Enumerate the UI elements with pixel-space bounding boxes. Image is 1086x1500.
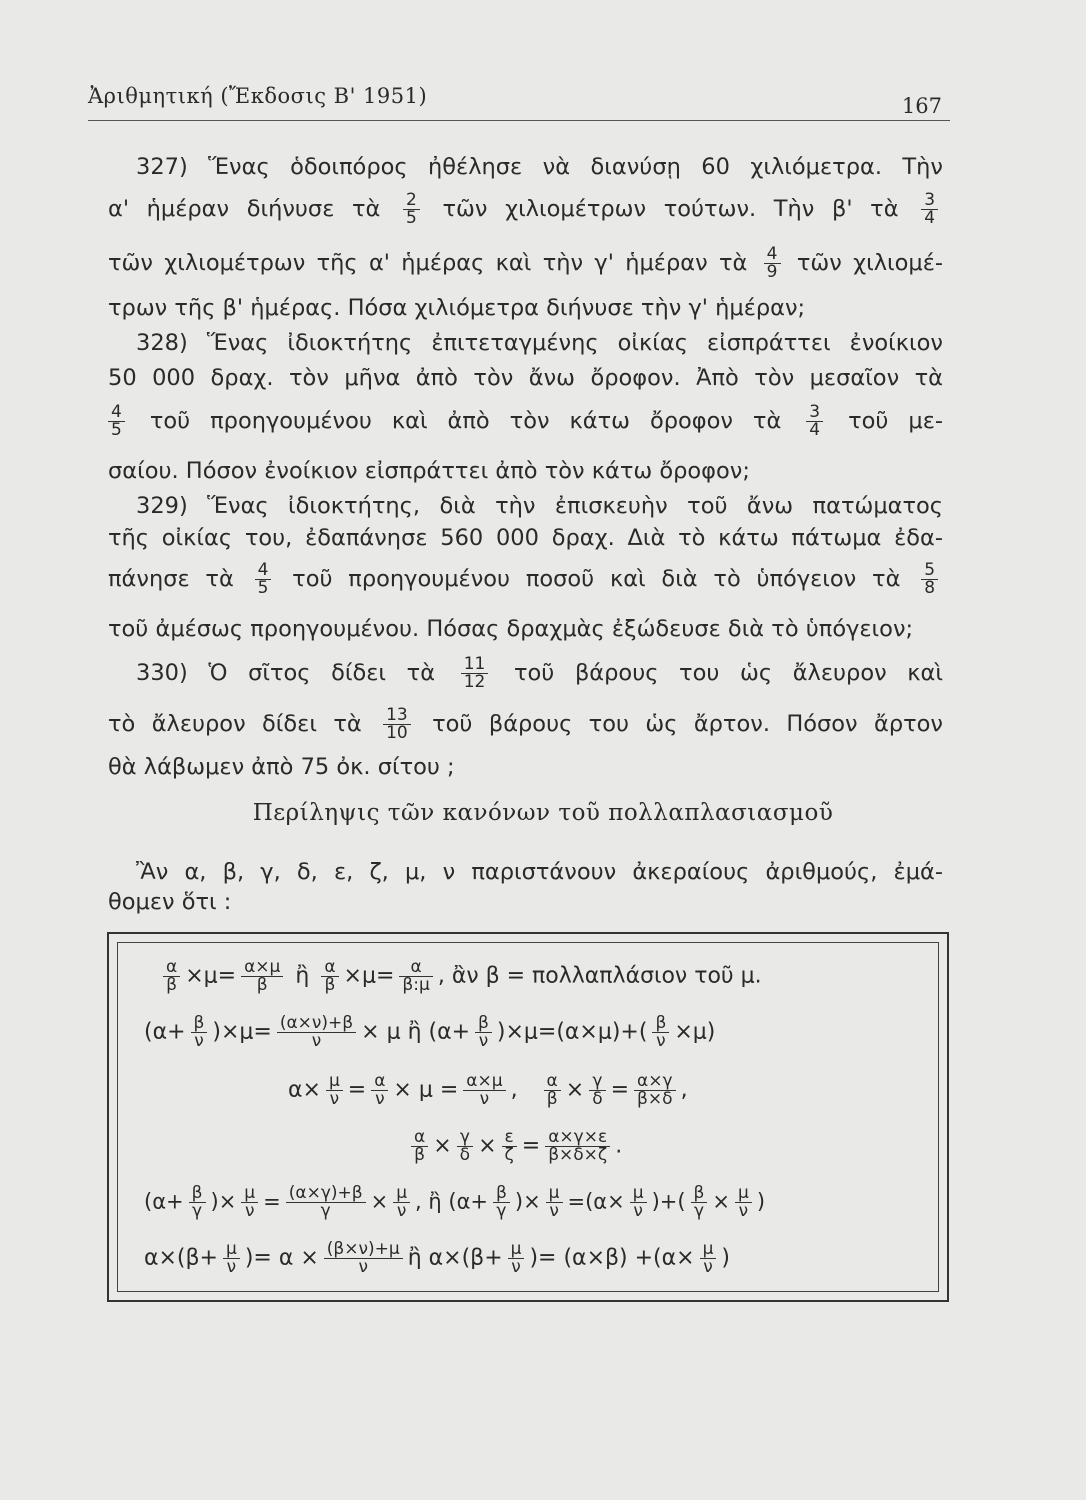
fraction: $\frac{\beta}{\nu}$	[652, 1015, 669, 1050]
fraction: $\frac{\mu}{\nu}$	[326, 1073, 343, 1108]
page-header	[88, 80, 950, 121]
fraction: $\frac{\gamma}{\delta}$	[457, 1129, 473, 1164]
formula-box-inner-frame	[117, 942, 939, 1292]
summary-intro-line-1: Ἂν α, β, γ, δ, ε, ζ, μ, ν παριστάνουν ἀκεραίους ἀριθμούς, ἐμά-	[136, 859, 943, 885]
fraction: $\frac{\alpha\times\mu}{\beta}$	[241, 959, 283, 994]
problem-329-line-4: τοῦ ἀμέσως προηγουμένου. Πόσας δραχμὰς ἐξώδευσε διὰ τὸ ὑπόγειον;	[108, 616, 914, 642]
summary-intro-line-2: θομεν ὅτι :	[108, 889, 232, 915]
fraction: $\frac{\mu}{\nu}$	[630, 1185, 647, 1220]
formula-row-4: $\frac{\alpha}{\beta}$ × $\frac{\gamma}{\delta}$ × $\frac{\varepsilon}{\zeta}$ = $\frac{\alpha\times\gamma\times\varepsilon}{\beta\times\delta\times\zeta}$ .	[406, 1129, 622, 1164]
fraction: $\frac{3}{4}$	[806, 404, 823, 439]
formula-row-2: (α+ $\frac{\beta}{\nu}$ )×μ= $\frac{(\alpha\times\nu)+\beta}{\nu}$ × μ ἢ (α+ $\frac{\beta}{\nu}$ )×μ=(α×μ)+( $\frac{\beta}{\nu}$ ×μ)	[144, 1013, 716, 1051]
fraction: $\frac{\alpha}{\beta:\mu}$	[399, 959, 432, 994]
fraction: $\frac{\beta}{\nu}$	[475, 1015, 492, 1050]
fraction: $\frac{11}{12}$	[461, 656, 489, 691]
fraction: $\frac{5}{8}$	[921, 562, 938, 597]
fraction: $\frac{(\alpha\times\nu)+\beta}{\nu}$	[277, 1015, 356, 1050]
formula-row-1: $\frac{\alpha}{\beta}$ ×μ= $\frac{\alpha\times\mu}{\beta}$ ἢ $\frac{\alpha}{\beta}$ ×μ= $\frac{\alpha}{\beta:\mu}$ , ἂν β = πολλαπλάσιον τοῦ μ.	[158, 959, 762, 994]
formula-row-6: α×(β+ $\frac{\mu}{\nu}$ )= α × $\frac{(\beta\times\nu)+\mu}{\nu}$ ἢ α×(β+ $\frac{\mu}{\nu}$ )= (α×β) +(α× $\frac{\mu}{\nu}$ )	[144, 1239, 730, 1277]
fraction: $\frac{13}{10}$	[383, 707, 411, 742]
fraction: $\frac{(\alpha\times\gamma)+\beta}{\gamma}$	[286, 1185, 366, 1220]
problem-329-line-3: πάνησε τὰ $\frac{4}{5}$ τοῦ προηγουμένου ποσοῦ καὶ διὰ τὸ ὑπόγειον τὰ $\frac{5}{8}$	[108, 562, 943, 597]
problem-327-line-3: τῶν χιλιομέτρων τῆς α' ἡμέρας καὶ τὴν γ' ἡμέραν τὰ $\frac{4}{9}$ τῶν χιλιομέ-	[108, 244, 944, 282]
formula-row-3: α× $\frac{\mu}{\nu}$ = $\frac{\alpha}{\nu}$ × μ = $\frac{\alpha\times\mu}{\nu}$ , $\frac{\alpha}{\beta}$ × $\frac{\gamma}{\delta}$ = $\frac{\alpha\times\gamma}{\beta\times\delta}$ ,	[288, 1071, 688, 1109]
fraction: $\frac{\alpha}{\beta}$	[411, 1129, 428, 1164]
fraction: $\frac{\mu}{\nu}$	[241, 1185, 258, 1220]
problem-329-line-2: τῆς οἰκίας του, ἐδαπάνησε 560 000 δραχ. Διὰ τὸ κάτω πάτωμα ἐδα-	[108, 525, 943, 551]
running-title: Ἀριθμητική (Ἔκδοσις Β' 1951)	[88, 84, 428, 108]
fraction: $\frac{\mu}{\nu}$	[700, 1241, 717, 1276]
fraction: $\frac{2}{5}$	[403, 192, 420, 227]
problem-327-line-2: α' ἡμέραν διήνυσε τὰ $\frac{2}{5}$ τῶν χιλιομέτρων τούτων. Τὴν β' τὰ $\frac{3}{4}$	[108, 192, 943, 227]
fraction: $\frac{\beta}{\gamma}$	[691, 1185, 708, 1220]
problem-328-line-4: σαίου. Πόσον ἐνοίκιον εἰσπράττει ἀπὸ τὸν κάτω ὄροφον;	[108, 458, 750, 484]
fraction: $\frac{\alpha\times\gamma}{\beta\times\delta}$	[634, 1073, 676, 1108]
fraction: $\frac{\alpha}{\nu}$	[371, 1073, 388, 1108]
problem-329-line-1: 329) Ἕνας ἰδιοκτήτης, διὰ τὴν ἐπισκευὴν τοῦ ἄνω πατώματος	[136, 493, 943, 519]
fraction: $\frac{\gamma}{\delta}$	[589, 1073, 605, 1108]
fraction: $\frac{4}{9}$	[764, 246, 781, 281]
fraction: $\frac{\alpha\times\gamma\times\varepsilon}{\beta\times\delta\times\zeta}$	[545, 1129, 610, 1164]
fraction: $\frac{\mu}{\nu}$	[393, 1185, 410, 1220]
fraction: $\frac{\mu}{\nu}$	[223, 1241, 240, 1276]
fraction: $\frac{4}{5}$	[108, 404, 125, 439]
problem-328-line-2: 50 000 δραχ. τὸν μῆνα ἀπὸ τὸν ἄνω ὄροφον. Ἀπὸ τὸν μεσαῖον τὰ	[108, 365, 943, 391]
formula-box	[107, 932, 949, 1302]
problem-330-line-2: τὸ ἄλευρον δίδει τὰ $\frac{13}{10}$ τοῦ βάρους του ὡς ἄρτον. Πόσον ἄρτον	[108, 705, 944, 743]
fraction: $\frac{\alpha\times\mu}{\nu}$	[463, 1073, 505, 1108]
fraction: $\frac{\beta}{\gamma}$	[189, 1185, 206, 1220]
fraction: $\frac{3}{4}$	[921, 192, 938, 227]
problem-327-line-1: 327) Ἕνας ὁδοιπόρος ἠθέλησε νὰ διανύσῃ 60 χιλιόμετρα. Τὴν	[136, 154, 943, 180]
fraction: $\frac{\beta}{\gamma}$	[493, 1185, 510, 1220]
fraction: $\frac{\alpha}{\beta}$	[321, 959, 338, 994]
fraction: $\frac{(\beta\times\nu)+\mu}{\nu}$	[324, 1241, 403, 1276]
fraction: $\frac{\varepsilon}{\zeta}$	[502, 1129, 517, 1164]
fraction: $\frac{\mu}{\nu}$	[735, 1185, 752, 1220]
fraction: $\frac{\alpha}{\beta}$	[163, 959, 180, 994]
problem-328-line-3: $\frac{4}{5}$ τοῦ προηγουμένου καὶ ἀπὸ τὸν κάτω ὄροφον τὰ $\frac{3}{4}$ τοῦ με-	[108, 404, 943, 439]
problem-330-line-3: θὰ λάβωμεν ἀπὸ 75 ὀκ. σίτου ;	[108, 754, 455, 780]
fraction: $\frac{\mu}{\nu}$	[508, 1241, 525, 1276]
fraction: $\frac{\beta}{\nu}$	[191, 1015, 208, 1050]
fraction: $\frac{\alpha}{\beta}$	[544, 1073, 561, 1108]
problem-327-line-4: τρων τῆς β' ἡμέρας. Πόσα χιλιόμετρα διήνυσε τὴν γ' ἡμέραν;	[108, 295, 806, 321]
problem-328-line-1: 328) Ἕνας ἰδιοκτήτης ἐπιτεταγμένης οἰκίας εἰσπράττει ἐνοίκιον	[136, 330, 943, 356]
fraction: $\frac{\mu}{\nu}$	[546, 1185, 563, 1220]
section-title: Περίληψις τῶν κανόνων τοῦ πολλαπλασιασμοῦ	[252, 800, 834, 826]
problem-330-line-1: 330) Ὁ σῖτος δίδει τὰ $\frac{11}{12}$ τοῦ βάρους του ὡς ἄλευρον καὶ	[136, 654, 943, 692]
page-number: 167	[901, 94, 942, 118]
fraction: $\frac{4}{5}$	[255, 562, 272, 597]
formula-row-5: (α+ $\frac{\beta}{\gamma}$ )× $\frac{\mu}{\nu}$ = $\frac{(\alpha\times\gamma)+\beta}{\gamma}$ × $\frac{\mu}{\nu}$ , ἢ (α+ $\frac{\beta}{\gamma}$ )× $\frac{\mu}{\nu}$ =(α× $\frac{\mu}{\nu}$ )+( $\frac{\beta}{\gamma}$ × $\frac{\mu}{\nu}$ )	[144, 1183, 766, 1221]
